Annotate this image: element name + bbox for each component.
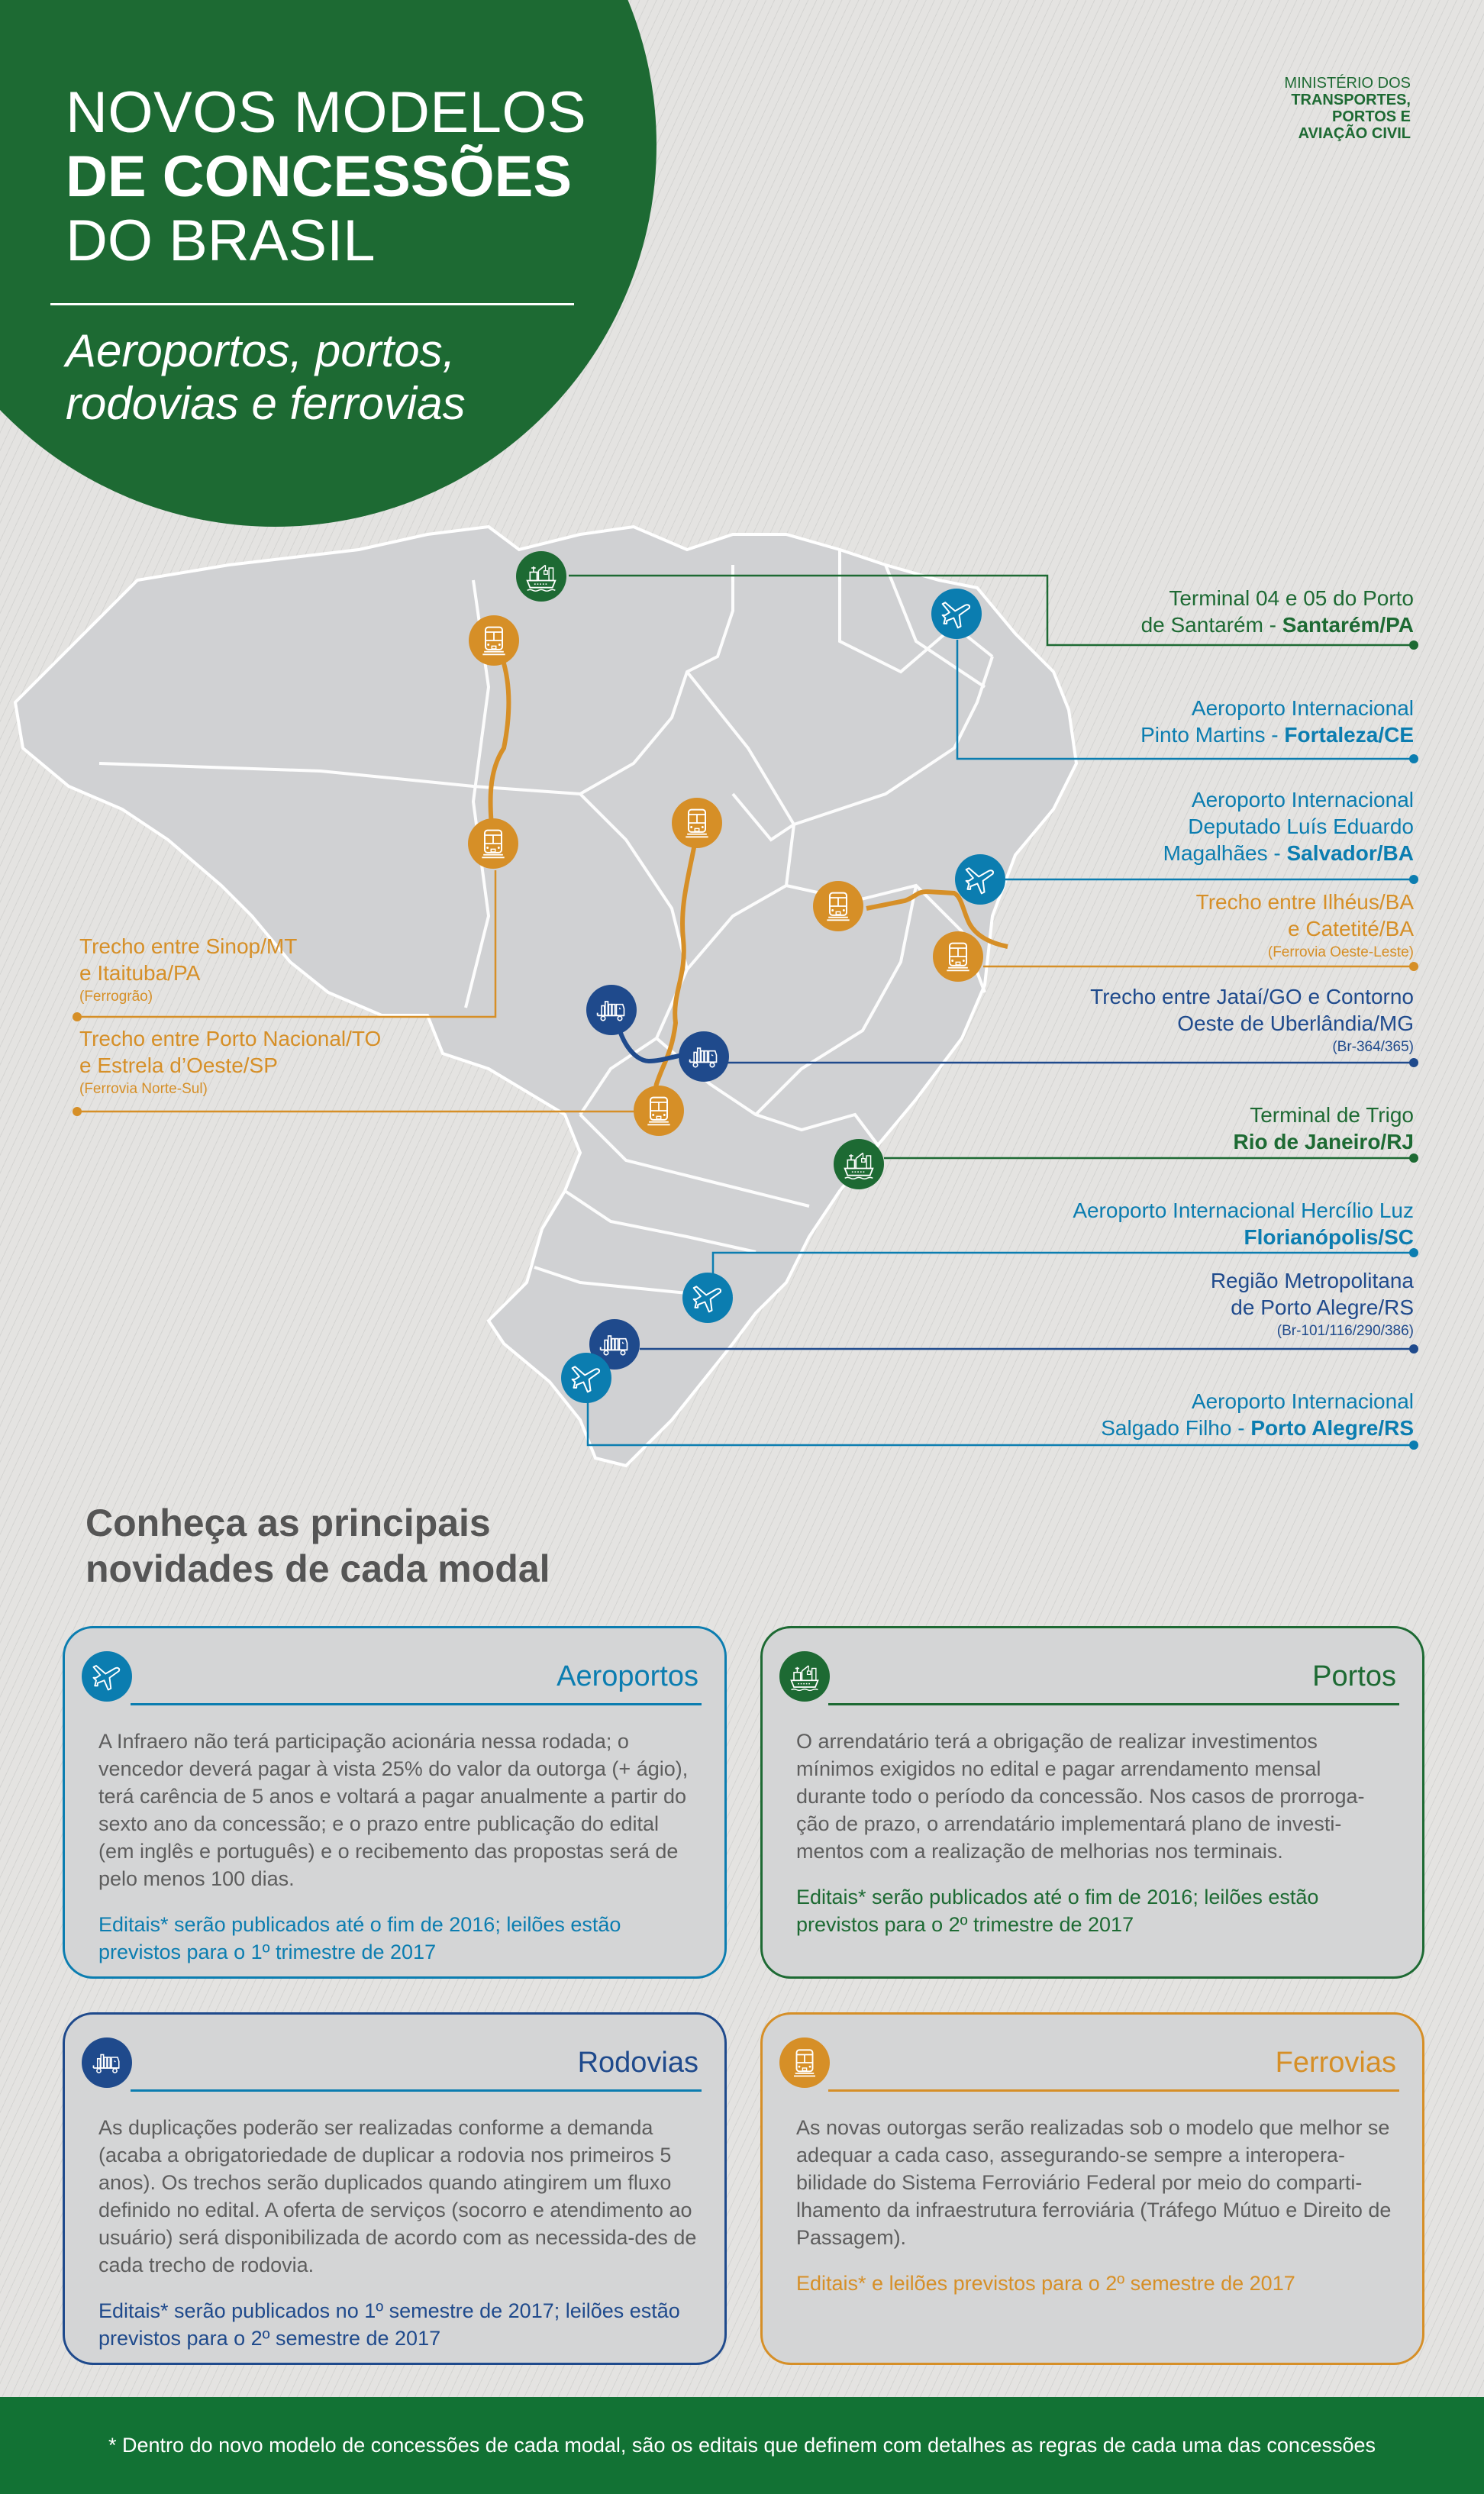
footer-banner bbox=[0, 2397, 1484, 2494]
card-rodovias bbox=[63, 2012, 727, 2365]
subtitle-line-2: rodovias e ferrovias bbox=[66, 378, 466, 429]
ferrograo-route bbox=[491, 640, 509, 841]
title-divider bbox=[50, 303, 574, 305]
label-porto-alegre-road-line2: de Porto Alegre/RS bbox=[1231, 1295, 1414, 1319]
truck-icon bbox=[595, 993, 628, 1027]
airplane-icon bbox=[691, 1281, 724, 1315]
label-norte-sul-line1: Trecho entre Porto Nacional/TO bbox=[79, 1027, 382, 1050]
airplane-icon bbox=[569, 1361, 603, 1395]
card-divider bbox=[828, 2089, 1399, 2092]
label-porto-alegre-road-note: (Br-101/116/290/386) bbox=[1276, 1323, 1414, 1339]
card-title: Ferrovias bbox=[1275, 2047, 1396, 2079]
section-heading bbox=[85, 1500, 550, 1592]
marker-rio-port[interactable] bbox=[834, 1139, 884, 1189]
card-note: Editais* serão publicados até o fim de 2016; leilões estão previstos para o 2º trimestre de 2017 bbox=[796, 1886, 1319, 1936]
airplane-icon bbox=[963, 863, 997, 896]
card-aeroportos bbox=[63, 1626, 727, 1979]
label-norte-sul-line2: e Estrela d’Oeste/SP bbox=[79, 1053, 278, 1077]
label-salvador-city: Salvador/BA bbox=[1286, 841, 1414, 865]
label-fortaleza bbox=[1140, 695, 1414, 748]
subtitle-line-1: Aeroportos, portos, bbox=[66, 325, 456, 376]
label-ferrograo bbox=[79, 933, 297, 1008]
label-fiol-line2: e Catetité/BA bbox=[1288, 917, 1414, 940]
train-icon bbox=[642, 1094, 676, 1128]
label-florianopolis-city: Florianópolis/SC bbox=[1244, 1225, 1414, 1249]
train-icon bbox=[476, 827, 510, 860]
ship-icon bbox=[842, 1147, 876, 1181]
label-br364 bbox=[1090, 983, 1414, 1058]
label-ferrograo-line1: Trecho entre Sinop/MT bbox=[79, 934, 298, 958]
card-body: O arrendatário terá a obrigação de realizar investimentos mínimos exigidos no edital e pagar arrendamento mensal durante todo o período da concessão. Nos casos de prorroga-ção de prazo, o arrendatário implementará plano de investi-mentos com a realização de melhorias nos terminais. bbox=[796, 1730, 1365, 1863]
ship-icon bbox=[524, 560, 558, 593]
marker-norte-sul-south[interactable] bbox=[634, 1086, 684, 1136]
label-salvador-line3: Magalhães - bbox=[1163, 841, 1287, 865]
truck-icon bbox=[598, 1328, 631, 1361]
label-ferrograo-line2: e Itaituba/PA bbox=[79, 961, 201, 985]
label-salvador-line1: Aeroporto Internacional bbox=[1191, 788, 1414, 811]
label-ferrograo-note: (Ferrogrão) bbox=[79, 989, 153, 1005]
label-fortaleza-city: Fortaleza/CE bbox=[1284, 723, 1414, 747]
ministry-line-4: AVIAÇÃO CIVIL bbox=[1298, 125, 1411, 142]
train-icon bbox=[941, 940, 975, 973]
card-body: As duplicações poderão ser realizadas conforme a demanda (acaba a obrigatoriedade de duplicar a rodovia nos primeiros 5 anos). Os trechos serão duplicados quando atingirem um fluxo definido no edital. A oferta de serviços (socorro e atendimento ao usuário) será disponibilizada de acordo com as necessida-des de cada trecho de rodovia. bbox=[98, 2116, 697, 2276]
train-icon bbox=[779, 2037, 830, 2088]
train-icon bbox=[680, 806, 714, 840]
card-divider bbox=[828, 1703, 1399, 1705]
label-santarem-line1: Terminal 04 e 05 do Porto bbox=[1169, 586, 1414, 610]
label-fortaleza-line1: Aeroporto Internacional bbox=[1191, 696, 1414, 720]
label-fiol-line1: Trecho entre Ilhéus/BA bbox=[1195, 890, 1414, 914]
label-florianopolis bbox=[1073, 1197, 1414, 1250]
label-norte-sul-note: (Ferrovia Norte-Sul) bbox=[79, 1081, 208, 1097]
marker-norte-sul-north[interactable] bbox=[672, 798, 722, 848]
card-note: Editais* e leilões previstos para o 2º semestre de 2017 bbox=[796, 2272, 1295, 2295]
label-salvador-line2: Deputado Luís Eduardo bbox=[1188, 815, 1414, 838]
card-title: Portos bbox=[1312, 1660, 1396, 1692]
card-body: A Infraero não terá participação acionária nessa rodada; o vencedor deverá pagar à vista 25% do valor da outorga (+ ágio), terá carência de 5 anos e voltará a pagar anualmente a partir do sexto ano da concessão; e o prazo entre publicação do edital (em inglês e português) e o recibemento das propostas será de pelo menos 100 dias. bbox=[98, 1730, 689, 1890]
marker-uberlandia-highway[interactable] bbox=[679, 1031, 729, 1082]
marker-salvador-airport[interactable] bbox=[955, 854, 1005, 905]
marker-fiol-east[interactable] bbox=[933, 931, 983, 982]
label-fiol-note: (Ferrovia Oeste-Leste) bbox=[1267, 944, 1414, 960]
label-rio-line1: Terminal de Trigo bbox=[1250, 1103, 1414, 1127]
ministry-line-2: TRANSPORTES, bbox=[1291, 92, 1411, 108]
label-fiol bbox=[1196, 889, 1414, 963]
card-note: Editais* serão publicados no 1º semestre de 2017; leilões estão previstos para o 2º semestre de 2017 bbox=[98, 2299, 680, 2350]
marker-ferrograo-north[interactable] bbox=[469, 615, 519, 666]
title-line-2: DE CONCESSÕES bbox=[66, 144, 573, 209]
ship-icon bbox=[779, 1651, 830, 1702]
card-title: Aeroportos bbox=[556, 1660, 698, 1692]
truck-icon bbox=[687, 1040, 721, 1073]
train-icon bbox=[821, 889, 855, 923]
title-line-1: NOVOS MODELOS bbox=[66, 80, 587, 145]
card-title: Rodovias bbox=[577, 2047, 698, 2079]
section-heading-line1: Conheça as principais bbox=[85, 1502, 491, 1544]
marker-fortaleza-airport[interactable] bbox=[931, 589, 982, 639]
label-porto-alegre-air-line1: Aeroporto Internacional bbox=[1191, 1389, 1414, 1413]
marker-santarem-port[interactable] bbox=[516, 551, 566, 602]
card-portos bbox=[760, 1626, 1424, 1979]
marker-fiol-west[interactable] bbox=[813, 881, 863, 931]
truck-icon bbox=[82, 2037, 132, 2088]
label-santarem-line2: de Santarém - bbox=[1140, 613, 1282, 637]
marker-florianopolis-airport[interactable] bbox=[682, 1273, 733, 1323]
label-fortaleza-line2: Pinto Martins - bbox=[1140, 723, 1285, 747]
label-porto-alegre-air bbox=[1101, 1388, 1414, 1441]
marker-ferrograo-south[interactable] bbox=[468, 818, 518, 869]
label-norte-sul bbox=[79, 1025, 381, 1100]
card-divider bbox=[131, 2089, 702, 2092]
marker-jatai-highway[interactable] bbox=[586, 985, 637, 1035]
card-body: As novas outorgas serão realizadas sob o modelo que melhor se adequar a cada caso, assegurando-se sempre a interopera-bilidade do Sistema Ferroviário Federal por meio do comparti-lhamento da infraestrutura ferroviária (Tráfego Mútuo e Direito de Passagem). bbox=[796, 2116, 1392, 2249]
label-porto-alegre-air-city: Porto Alegre/RS bbox=[1250, 1416, 1414, 1440]
label-br364-note: (Br-364/365) bbox=[1332, 1039, 1414, 1055]
footer-note: * Dentro do novo modelo de concessões de cada modal, são os editais que definem com detalhes as regras de cada uma das concessões bbox=[108, 2434, 1376, 2457]
label-rio-city: Rio de Janeiro/RJ bbox=[1233, 1130, 1414, 1153]
label-salvador bbox=[1163, 786, 1414, 866]
section-heading-line2: novidades de cada modal bbox=[85, 1547, 550, 1590]
card-ferrovias bbox=[760, 2012, 1424, 2365]
ministry-line-1: MINISTÉRIO DOS bbox=[1284, 75, 1411, 92]
label-santarem bbox=[1141, 585, 1414, 638]
title-line-3: DO BRASIL bbox=[66, 208, 376, 273]
card-note: Editais* serão publicados até o fim de 2016; leilões estão previstos para o 1º trimestre de 2017 bbox=[98, 1913, 621, 1963]
label-santarem-city: Santarém/PA bbox=[1282, 613, 1414, 637]
marker-porto-alegre-airport[interactable] bbox=[561, 1353, 611, 1403]
label-br364-line1: Trecho entre Jataí/GO e Contorno bbox=[1090, 985, 1414, 1008]
label-rio bbox=[1233, 1102, 1414, 1155]
label-br364-line2: Oeste de Uberlândia/MG bbox=[1177, 1011, 1414, 1035]
card-divider bbox=[131, 1703, 702, 1705]
ministry-line-3: PORTOS E bbox=[1332, 108, 1411, 125]
airplane-icon bbox=[940, 597, 973, 631]
label-porto-alegre-air-line2: Salgado Filho - bbox=[1101, 1416, 1251, 1440]
airplane-icon bbox=[82, 1651, 132, 1702]
train-icon bbox=[477, 624, 511, 657]
label-porto-alegre-road-line1: Região Metropolitana bbox=[1210, 1269, 1414, 1292]
label-florianopolis-line1: Aeroporto Internacional Hercílio Luz bbox=[1073, 1199, 1414, 1222]
label-porto-alegre-road bbox=[1211, 1267, 1414, 1342]
